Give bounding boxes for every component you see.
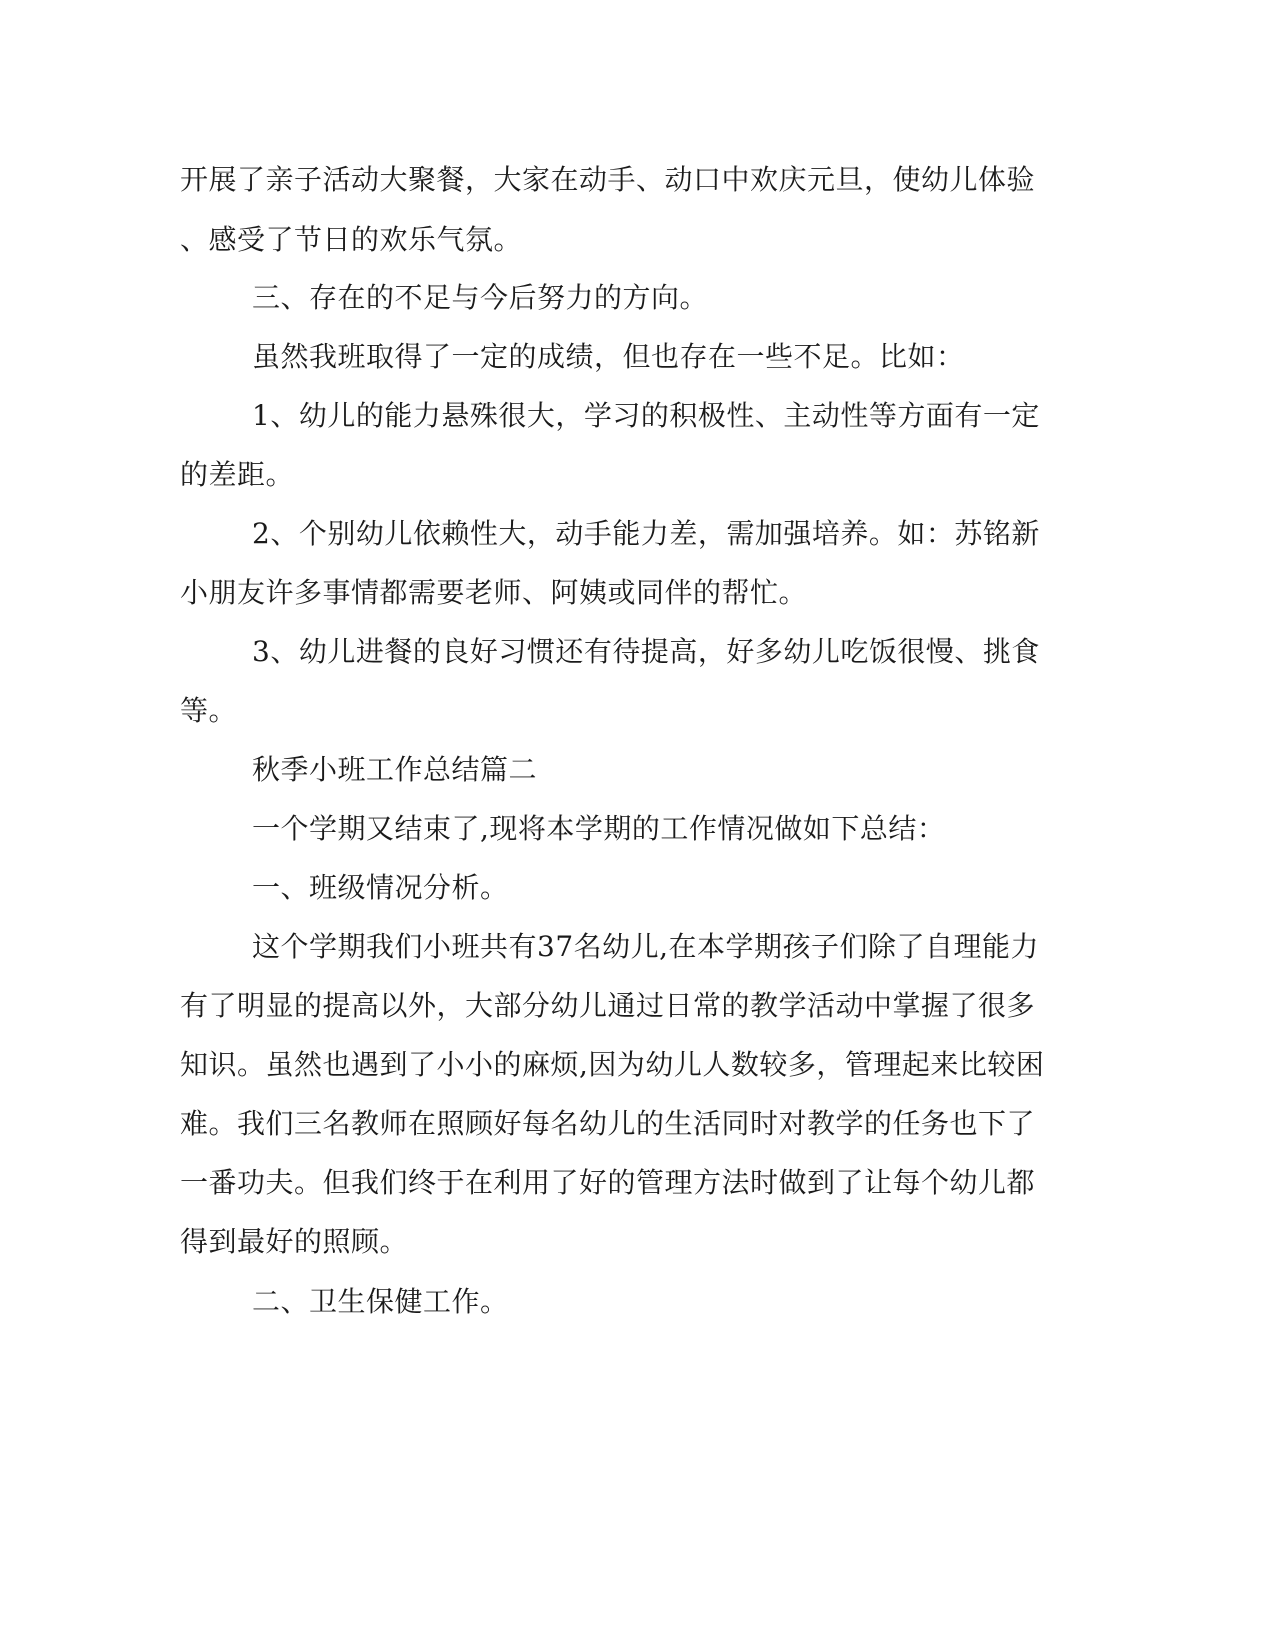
text-line: 这个学期我们小班共有37名幼儿,在本学期孩子们除了自理能力 [252, 930, 1040, 963]
section-heading: 二、卫生保健工作。 [252, 1285, 509, 1318]
text-line: 小朋友许多事情都需要老师、阿姨或同伴的帮忙。 [180, 576, 808, 609]
text-line: 一番功夫。但我们终于在利用了好的管理方法时做到了让每个幼儿都 [180, 1166, 1036, 1199]
text-line: 等。 [180, 694, 238, 727]
list-item: 3、幼儿进餐的良好习惯还有待提高，好多幼儿吃饭很慢、挑食 [252, 635, 1040, 668]
text-line: 有了明显的提高以外，大部分幼儿通过日常的教学活动中掌握了很多 [180, 989, 1036, 1022]
list-item: 2、个别幼儿依赖性大，动手能力差，需加强培养。如：苏铭新 [252, 517, 1040, 550]
text-line: 、感受了节日的欢乐气氛。 [180, 223, 523, 256]
text-line: 知识。虽然也遇到了小小的麻烦,因为幼儿人数较多，管理起来比较困 [180, 1048, 1045, 1081]
section-heading: 三、存在的不足与今后努力的方向。 [252, 281, 709, 314]
section-heading: 一、班级情况分析。 [252, 871, 509, 904]
text-line: 一个学期又结束了,现将本学期的工作情况做如下总结： [252, 812, 946, 845]
text-line: 虽然我班取得了一定的成绩，但也存在一些不足。比如： [252, 340, 965, 373]
text-line: 开展了亲子活动大聚餐，大家在动手、动口中欢庆元旦，使幼儿体验 [180, 163, 1036, 196]
list-item: 1、幼儿的能力悬殊很大，学习的积极性、主动性等方面有一定 [252, 399, 1040, 432]
text-line: 得到最好的照顾。 [180, 1225, 409, 1258]
text-line: 的差距。 [180, 458, 295, 491]
article-title: 秋季小班工作总结篇二 [252, 753, 538, 786]
text-line: 难。我们三名教师在照顾好每名幼儿的生活同时对教学的任务也下了 [180, 1107, 1036, 1140]
